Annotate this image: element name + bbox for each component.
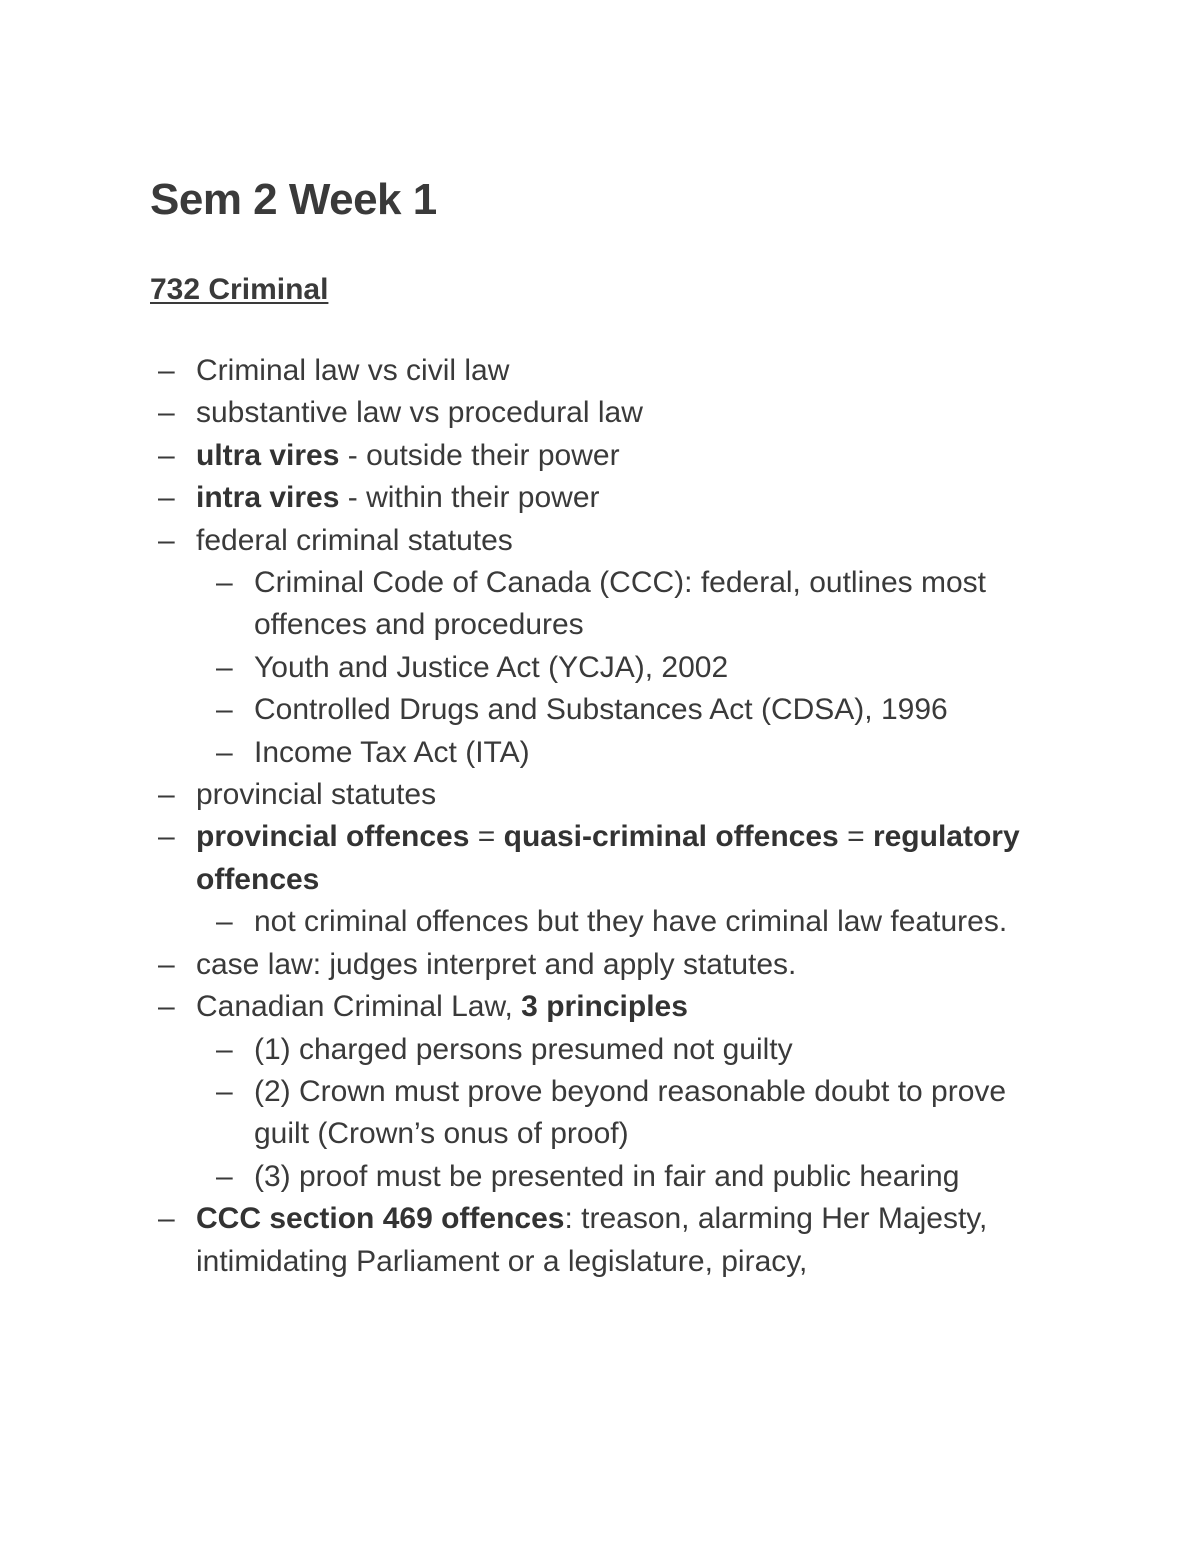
list-item [150,1198,1060,1283]
note-text: not criminal offences but they have criminal law features. [254,905,1008,939]
note-text: substantive law vs procedural law [196,396,643,430]
list-item [150,350,1060,392]
equals-sign: = [469,820,504,854]
note-text: (3) proof must be presented in fair and public hearing [254,1159,960,1193]
sub-list-item [150,647,1060,689]
list-item [150,774,1060,816]
sub-list-item [150,562,1060,647]
note-term: ultra vires [196,438,340,472]
sub-list-item [150,901,1060,943]
note-text: Controlled Drugs and Substances Act (CDSA), 1996 [254,693,948,727]
sub-list-item [150,689,1060,731]
sub-list-item [150,1071,1060,1156]
list-item [150,392,1060,434]
note-text: - outside their power [339,438,620,472]
note-text: Income Tax Act (ITA) [254,735,530,769]
section-heading: 732 Criminal [150,273,329,306]
note-text: Youth and Justice Act (YCJA), 2002 [254,650,729,684]
note-text: (1) charged persons presumed not guilty [254,1032,793,1066]
list-item [150,986,1060,1028]
note-term: regulatory offences [196,820,1020,896]
note-text: Criminal law vs civil law [196,354,510,387]
note-text: case law: judges interpret and apply statutes. [196,947,797,981]
sub-list-item [150,1156,1060,1198]
note-text: - within their power [339,481,600,515]
note-term: 3 principles [521,990,688,1024]
sub-list-item [150,1029,1060,1071]
note-term: quasi-criminal offences [503,820,839,854]
list-item [150,520,1060,562]
note-text: federal criminal statutes [196,523,513,557]
list-item [150,435,1060,477]
notes-list [150,350,1060,1283]
note-text: Criminal Code of Canada (CCC): federal, outlines most offences and procedures [254,566,986,642]
note-text: (2) Crown must prove beyond reasonable doubt to prove guilt (Crown’s onus of proof) [254,1074,1007,1151]
list-item [150,944,1060,986]
note-text: Canadian Criminal Law, [196,990,522,1024]
equals-sign: = [838,820,873,854]
note-term: intra vires [196,481,340,515]
note-term: provincial offences [196,820,470,854]
list-item [150,477,1060,519]
sub-list-item [150,732,1060,774]
page-title: Sem 2 Week 1 [150,175,437,224]
note-text: : treason, alarming Her Majesty, intimidating Parliament or a legislature, piracy, [196,1202,988,1278]
note-text: provincial statutes [196,778,437,812]
note-term: CCC section 469 offences [196,1202,565,1236]
list-item [150,816,1060,901]
